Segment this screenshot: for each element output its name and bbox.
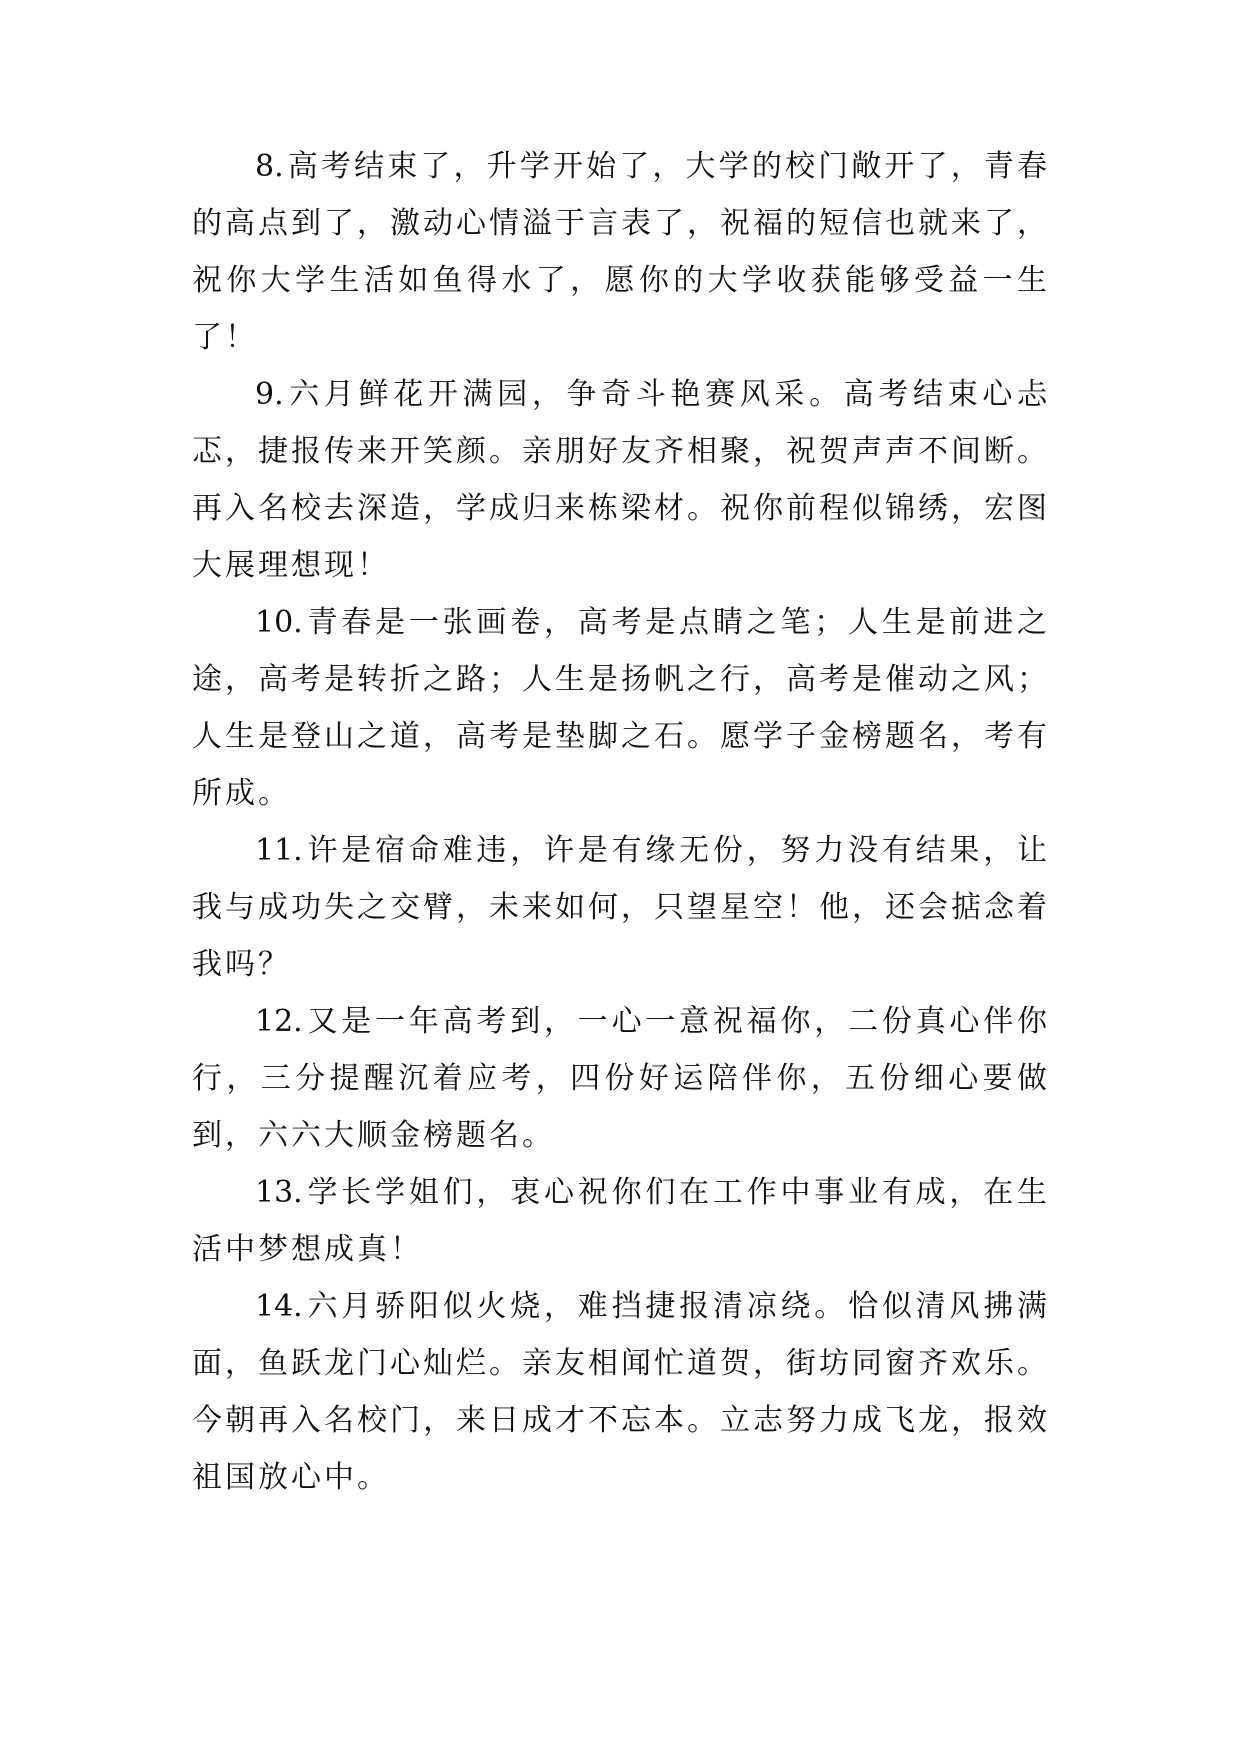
paragraph-number: 14.	[255, 1289, 303, 1324]
paragraph-11	[192, 822, 1050, 993]
paragraph-9	[192, 366, 1050, 594]
paragraph-number: 9.	[255, 377, 284, 412]
paragraph-text: 六月骄阳似火烧，难挡捷报清凉绕。恰似清风拂满面，鱼跃龙门心灿烂。亲友相闻忙道贺，街坊同窗齐欢乐。今朝再入名校门，来日成才不忘本。立志努力成飞龙，报效祖国放心中。	[192, 1289, 1050, 1495]
paragraph-text: 许是宿命难违，许是有缘无份，努力没有结果，让我与成功失之交臂，未来如何，只望星空！他，还会掂念着我吗？	[192, 833, 1050, 982]
document-page	[192, 138, 1050, 1506]
paragraph-number: 8.	[255, 149, 284, 184]
paragraph-text: 学长学姐们，衷心祝你们在工作中事业有成，在生活中梦想成真！	[192, 1175, 1050, 1267]
paragraph-number: 11.	[255, 833, 303, 868]
paragraph-number: 12.	[255, 1004, 303, 1039]
paragraph-text: 青春是一张画卷，高考是点睛之笔；人生是前进之途，高考是转折之路；人生是扬帆之行，高考是催动之风；人生是登山之道，高考是垫脚之石。愿学子金榜题名，考有所成。	[192, 605, 1050, 811]
paragraph-13	[192, 1164, 1050, 1278]
paragraph-14	[192, 1278, 1050, 1506]
paragraph-8	[192, 138, 1050, 366]
paragraph-number: 10.	[255, 605, 303, 640]
paragraph-12	[192, 993, 1050, 1164]
paragraph-text: 又是一年高考到，一心一意祝福你，二份真心伴你行，三分提醒沉着应考，四份好运陪伴你，五份细心要做到，六六大顺金榜题名。	[192, 1004, 1050, 1153]
paragraph-text: 六月鲜花开满园，争奇斗艳赛风采。高考结束心忐忑，捷报传来开笑颜。亲朋好友齐相聚，祝贺声声不间断。再入名校去深造，学成归来栋梁材。祝你前程似锦绣，宏图大展理想现！	[192, 377, 1050, 583]
paragraph-number: 13.	[255, 1175, 303, 1210]
paragraph-text: 高考结束了，升学开始了，大学的校门敞开了，青春的高点到了，激动心情溢于言表了，祝福的短信也就来了，祝你大学生活如鱼得水了，愿你的大学收获能够受益一生了！	[192, 149, 1050, 355]
paragraph-10	[192, 594, 1050, 822]
